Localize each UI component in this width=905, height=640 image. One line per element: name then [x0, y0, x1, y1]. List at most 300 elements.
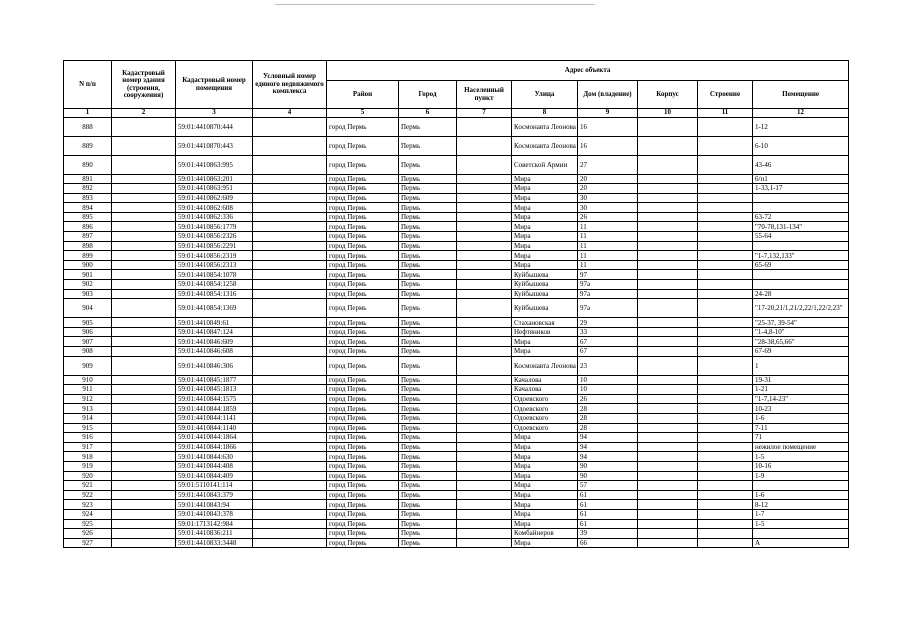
district-cell: город Пермь: [327, 500, 399, 510]
building-cell: [698, 385, 753, 395]
table-row: [64, 394, 849, 404]
room-cell: 7-11: [753, 423, 849, 433]
room-cell: "1-7,132,133": [753, 251, 849, 261]
locality-cell: [457, 375, 512, 385]
table-row: [64, 232, 849, 242]
district-cell: город Пермь: [327, 155, 399, 174]
room-cell: 1-6: [753, 490, 849, 500]
street-cell: Мира: [512, 433, 578, 443]
city-cell: Пермь: [399, 356, 457, 375]
cond-number-cell: [253, 212, 327, 222]
city-cell: Пермь: [399, 433, 457, 443]
cad-building-cell: [112, 423, 176, 433]
cad-room-cell: 59:01:4410856:2313: [176, 260, 253, 270]
building-cell: [698, 270, 753, 280]
locality-cell: [457, 117, 512, 136]
row-number: 926: [64, 529, 112, 539]
row-number: 919: [64, 461, 112, 471]
house-cell: 90: [578, 471, 638, 481]
cond-number-cell: [253, 500, 327, 510]
street-cell: Куйбышева: [512, 289, 578, 299]
cad-building-cell: [112, 404, 176, 414]
city-cell: Пермь: [399, 461, 457, 471]
house-cell: 11: [578, 260, 638, 270]
street-cell: Мира: [512, 260, 578, 270]
table-row: [64, 184, 849, 194]
district-cell: город Пермь: [327, 136, 399, 155]
house-cell: 30: [578, 193, 638, 203]
room-cell: 43-46: [753, 155, 849, 174]
cond-number-cell: [253, 203, 327, 213]
cad-building-cell: [112, 270, 176, 280]
locality-cell: [457, 337, 512, 347]
cad-building-cell: [112, 155, 176, 174]
table-row: [64, 117, 849, 136]
table-row: [64, 203, 849, 213]
header-street: Улица: [512, 81, 578, 109]
room-cell: нежилое помещение: [753, 442, 849, 452]
korpus-cell: [638, 385, 698, 395]
district-cell: город Пермь: [327, 442, 399, 452]
locality-cell: [457, 289, 512, 299]
table-row: [64, 433, 849, 443]
building-cell: [698, 299, 753, 318]
building-cell: [698, 433, 753, 443]
cad-room-cell: 59:01:4410844:1866: [176, 442, 253, 452]
cad-building-cell: [112, 394, 176, 404]
korpus-cell: [638, 529, 698, 539]
room-cell: 1-6: [753, 413, 849, 423]
city-cell: Пермь: [399, 481, 457, 491]
building-cell: [698, 509, 753, 519]
building-cell: [698, 212, 753, 222]
building-cell: [698, 318, 753, 328]
house-cell: 26: [578, 394, 638, 404]
row-number: 908: [64, 347, 112, 357]
locality-cell: [457, 433, 512, 443]
table-row: [64, 155, 849, 174]
header-city: Город: [399, 81, 457, 109]
house-cell: 28: [578, 423, 638, 433]
cad-building-cell: [112, 212, 176, 222]
locality-cell: [457, 385, 512, 395]
cad-room-cell: 59:01:4410843:94: [176, 500, 253, 510]
table-row: [64, 251, 849, 261]
korpus-cell: [638, 461, 698, 471]
cond-number-cell: [253, 529, 327, 539]
district-cell: город Пермь: [327, 461, 399, 471]
row-number: 909: [64, 356, 112, 375]
cad-building-cell: [112, 222, 176, 232]
district-cell: город Пермь: [327, 289, 399, 299]
street-cell: Мира: [512, 452, 578, 462]
table-row: [64, 356, 849, 375]
cond-number-cell: [253, 394, 327, 404]
cad-building-cell: [112, 538, 176, 548]
room-cell: 55-64: [753, 232, 849, 242]
cad-room-cell: 59:01:4410844:1575: [176, 394, 253, 404]
table-row: [64, 404, 849, 414]
korpus-cell: [638, 232, 698, 242]
locality-cell: [457, 413, 512, 423]
city-cell: Пермь: [399, 394, 457, 404]
cond-number-cell: [253, 538, 327, 548]
city-cell: Пермь: [399, 327, 457, 337]
locality-cell: [457, 222, 512, 232]
korpus-cell: [638, 193, 698, 203]
table-row: [64, 509, 849, 519]
city-cell: Пермь: [399, 529, 457, 539]
locality-cell: [457, 529, 512, 539]
district-cell: город Пермь: [327, 203, 399, 213]
table-row: [64, 490, 849, 500]
header-district: Район: [327, 81, 399, 109]
building-cell: [698, 394, 753, 404]
table-row: [64, 222, 849, 232]
cad-building-cell: [112, 318, 176, 328]
row-number: 897: [64, 232, 112, 242]
cad-building-cell: [112, 299, 176, 318]
header-room: Помещение: [753, 81, 849, 109]
cad-building-cell: [112, 241, 176, 251]
building-cell: [698, 260, 753, 270]
building-cell: [698, 347, 753, 357]
house-cell: 27: [578, 155, 638, 174]
city-cell: Пермь: [399, 423, 457, 433]
street-cell: Мира: [512, 461, 578, 471]
district-cell: город Пермь: [327, 481, 399, 491]
table-row: [64, 327, 849, 337]
table-row: [64, 174, 849, 184]
house-cell: 16: [578, 117, 638, 136]
building-cell: [698, 251, 753, 261]
cad-room-cell: 59:01:4410862:608: [176, 203, 253, 213]
city-cell: Пермь: [399, 347, 457, 357]
room-cell: "1-4,8-10": [753, 327, 849, 337]
house-cell: 11: [578, 251, 638, 261]
locality-cell: [457, 212, 512, 222]
city-cell: Пермь: [399, 136, 457, 155]
city-cell: Пермь: [399, 509, 457, 519]
cond-number-cell: [253, 222, 327, 232]
room-cell: "25-37, 39-54": [753, 318, 849, 328]
cad-room-cell: 59:01:4410863:951: [176, 184, 253, 194]
cad-room-cell: 59:01:4410836:211: [176, 529, 253, 539]
cad-room-cell: 59:01:4410870:443: [176, 136, 253, 155]
korpus-cell: [638, 270, 698, 280]
cad-room-cell: 59:01:4410847:124: [176, 327, 253, 337]
street-cell: Мира: [512, 538, 578, 548]
house-cell: 97а: [578, 299, 638, 318]
korpus-cell: [638, 136, 698, 155]
house-cell: 61: [578, 519, 638, 529]
table-row: [64, 212, 849, 222]
building-cell: [698, 471, 753, 481]
house-cell: 97: [578, 270, 638, 280]
cad-room-cell: 59:01:4410856:1779: [176, 222, 253, 232]
district-cell: город Пермь: [327, 529, 399, 539]
cond-number-cell: [253, 241, 327, 251]
street-cell: Мира: [512, 442, 578, 452]
cad-room-cell: 59:01:1713142:984: [176, 519, 253, 529]
street-cell: Мира: [512, 509, 578, 519]
district-cell: город Пермь: [327, 260, 399, 270]
city-cell: Пермь: [399, 203, 457, 213]
building-cell: [698, 232, 753, 242]
house-cell: 66: [578, 538, 638, 548]
header-house: Дом (владение): [578, 81, 638, 109]
row-number: 906: [64, 327, 112, 337]
district-cell: город Пермь: [327, 423, 399, 433]
locality-cell: [457, 538, 512, 548]
city-cell: Пермь: [399, 117, 457, 136]
cond-number-cell: [253, 509, 327, 519]
building-cell: [698, 136, 753, 155]
row-number: 915: [64, 423, 112, 433]
table-row: [64, 529, 849, 539]
korpus-cell: [638, 289, 698, 299]
row-number: 925: [64, 519, 112, 529]
house-cell: 61: [578, 490, 638, 500]
house-cell: 33: [578, 327, 638, 337]
cad-building-cell: [112, 117, 176, 136]
city-cell: Пермь: [399, 155, 457, 174]
row-number: 891: [64, 174, 112, 184]
house-cell: 23: [578, 356, 638, 375]
cad-room-cell: 59:01:4410846:608: [176, 347, 253, 357]
building-cell: [698, 538, 753, 548]
korpus-cell: [638, 394, 698, 404]
cond-number-cell: [253, 289, 327, 299]
cad-room-cell: 59:01:4410863:995: [176, 155, 253, 174]
table-row: [64, 442, 849, 452]
room-cell: [753, 270, 849, 280]
table-row: [64, 500, 849, 510]
city-cell: Пермь: [399, 413, 457, 423]
district-cell: город Пермь: [327, 280, 399, 290]
column-number-cell: 12: [753, 109, 849, 118]
district-cell: город Пермь: [327, 337, 399, 347]
korpus-cell: [638, 490, 698, 500]
header-num: N п/п: [64, 61, 112, 109]
cad-building-cell: [112, 375, 176, 385]
room-cell: [753, 481, 849, 491]
cad-building-cell: [112, 356, 176, 375]
street-cell: Мира: [512, 251, 578, 261]
locality-cell: [457, 155, 512, 174]
street-cell: Космонавта Леонова: [512, 356, 578, 375]
building-cell: [698, 404, 753, 414]
house-cell: 94: [578, 442, 638, 452]
building-cell: [698, 174, 753, 184]
cad-building-cell: [112, 490, 176, 500]
property-register-table: [63, 60, 849, 548]
row-number: 912: [64, 394, 112, 404]
building-cell: [698, 500, 753, 510]
room-cell: 1-33,1-17: [753, 184, 849, 194]
locality-cell: [457, 471, 512, 481]
locality-cell: [457, 232, 512, 242]
house-cell: 26: [578, 212, 638, 222]
building-cell: [698, 375, 753, 385]
city-cell: Пермь: [399, 404, 457, 414]
row-number: 904: [64, 299, 112, 318]
building-cell: [698, 452, 753, 462]
korpus-cell: [638, 337, 698, 347]
room-cell: 8-12: [753, 500, 849, 510]
house-cell: 61: [578, 500, 638, 510]
cond-number-cell: [253, 184, 327, 194]
cad-room-cell: 59:01:4410845:1813: [176, 385, 253, 395]
street-cell: Комбайнеров: [512, 529, 578, 539]
korpus-cell: [638, 413, 698, 423]
street-cell: Мира: [512, 519, 578, 529]
house-cell: 11: [578, 222, 638, 232]
room-cell: "1-7,14-23": [753, 394, 849, 404]
row-number: 895: [64, 212, 112, 222]
building-cell: [698, 222, 753, 232]
table-row: [64, 519, 849, 529]
district-cell: город Пермь: [327, 174, 399, 184]
house-cell: 11: [578, 241, 638, 251]
building-cell: [698, 337, 753, 347]
locality-cell: [457, 500, 512, 510]
cad-room-cell: 59:01:4410844:1864: [176, 433, 253, 443]
column-number-cell: 1: [64, 109, 112, 118]
cad-building-cell: [112, 471, 176, 481]
cond-number-cell: [253, 490, 327, 500]
locality-cell: [457, 394, 512, 404]
korpus-cell: [638, 471, 698, 481]
district-cell: город Пермь: [327, 519, 399, 529]
room-cell: 65-69: [753, 260, 849, 270]
cad-building-cell: [112, 251, 176, 261]
locality-cell: [457, 509, 512, 519]
cad-building-cell: [112, 136, 176, 155]
locality-cell: [457, 519, 512, 529]
cad-building-cell: [112, 260, 176, 270]
row-number: 889: [64, 136, 112, 155]
cad-building-cell: [112, 500, 176, 510]
building-cell: [698, 481, 753, 491]
locality-cell: [457, 174, 512, 184]
column-number-cell: 4: [253, 109, 327, 118]
table-body: [64, 117, 849, 548]
room-cell: "70-78,131-134": [753, 222, 849, 232]
cond-number-cell: [253, 337, 327, 347]
cad-room-cell: 59:01:4410854:1258: [176, 280, 253, 290]
row-number: 905: [64, 318, 112, 328]
building-cell: [698, 529, 753, 539]
house-cell: 39: [578, 529, 638, 539]
korpus-cell: [638, 117, 698, 136]
cad-building-cell: [112, 337, 176, 347]
table-row: [64, 452, 849, 462]
locality-cell: [457, 136, 512, 155]
korpus-cell: [638, 260, 698, 270]
house-cell: 97а: [578, 289, 638, 299]
district-cell: город Пермь: [327, 471, 399, 481]
street-cell: Мира: [512, 241, 578, 251]
header-cond-num: Условный номер единого недвижимого комплекса: [253, 61, 327, 109]
locality-cell: [457, 442, 512, 452]
room-cell: 6-10: [753, 136, 849, 155]
city-cell: Пермь: [399, 174, 457, 184]
locality-cell: [457, 193, 512, 203]
row-number: 924: [64, 509, 112, 519]
row-number: 927: [64, 538, 112, 548]
row-number: 920: [64, 471, 112, 481]
district-cell: город Пермь: [327, 385, 399, 395]
room-cell: А: [753, 538, 849, 548]
room-cell: 1-21: [753, 385, 849, 395]
district-cell: город Пермь: [327, 251, 399, 261]
cond-number-cell: [253, 519, 327, 529]
city-cell: Пермь: [399, 519, 457, 529]
street-cell: Космонавта Леонова: [512, 117, 578, 136]
street-cell: Одоевского: [512, 413, 578, 423]
street-cell: Качалова: [512, 375, 578, 385]
room-cell: [753, 529, 849, 539]
city-cell: Пермь: [399, 318, 457, 328]
house-cell: 61: [578, 509, 638, 519]
korpus-cell: [638, 509, 698, 519]
cond-number-cell: [253, 299, 327, 318]
cad-room-cell: 59:01:5110141:114: [176, 481, 253, 491]
district-cell: город Пермь: [327, 404, 399, 414]
cond-number-cell: [253, 452, 327, 462]
building-cell: [698, 327, 753, 337]
district-cell: город Пермь: [327, 318, 399, 328]
locality-cell: [457, 270, 512, 280]
locality-cell: [457, 356, 512, 375]
locality-cell: [457, 299, 512, 318]
district-cell: город Пермь: [327, 490, 399, 500]
locality-cell: [457, 481, 512, 491]
district-cell: город Пермь: [327, 452, 399, 462]
table-row: [64, 318, 849, 328]
korpus-cell: [638, 481, 698, 491]
cond-number-cell: [253, 232, 327, 242]
table-row: [64, 481, 849, 491]
house-cell: 10: [578, 385, 638, 395]
city-cell: Пермь: [399, 222, 457, 232]
cad-room-cell: 59:01:4410843:378: [176, 509, 253, 519]
row-number: 914: [64, 413, 112, 423]
row-number: 922: [64, 490, 112, 500]
cond-number-cell: [253, 260, 327, 270]
korpus-cell: [638, 241, 698, 251]
cad-building-cell: [112, 461, 176, 471]
table-row: [64, 260, 849, 270]
street-cell: Одоевского: [512, 394, 578, 404]
cad-room-cell: 59:01:4410856:2326: [176, 232, 253, 242]
korpus-cell: [638, 519, 698, 529]
cond-number-cell: [253, 356, 327, 375]
table-row: [64, 241, 849, 251]
table-row: [64, 289, 849, 299]
house-cell: 11: [578, 232, 638, 242]
street-cell: Мира: [512, 174, 578, 184]
locality-cell: [457, 280, 512, 290]
cad-room-cell: 59:01:4410844:630: [176, 452, 253, 462]
cad-room-cell: 59:01:4410854:1369: [176, 299, 253, 318]
cad-building-cell: [112, 184, 176, 194]
column-number-cell: 5: [327, 109, 399, 118]
table-row: [64, 413, 849, 423]
locality-cell: [457, 318, 512, 328]
table-row: [64, 375, 849, 385]
